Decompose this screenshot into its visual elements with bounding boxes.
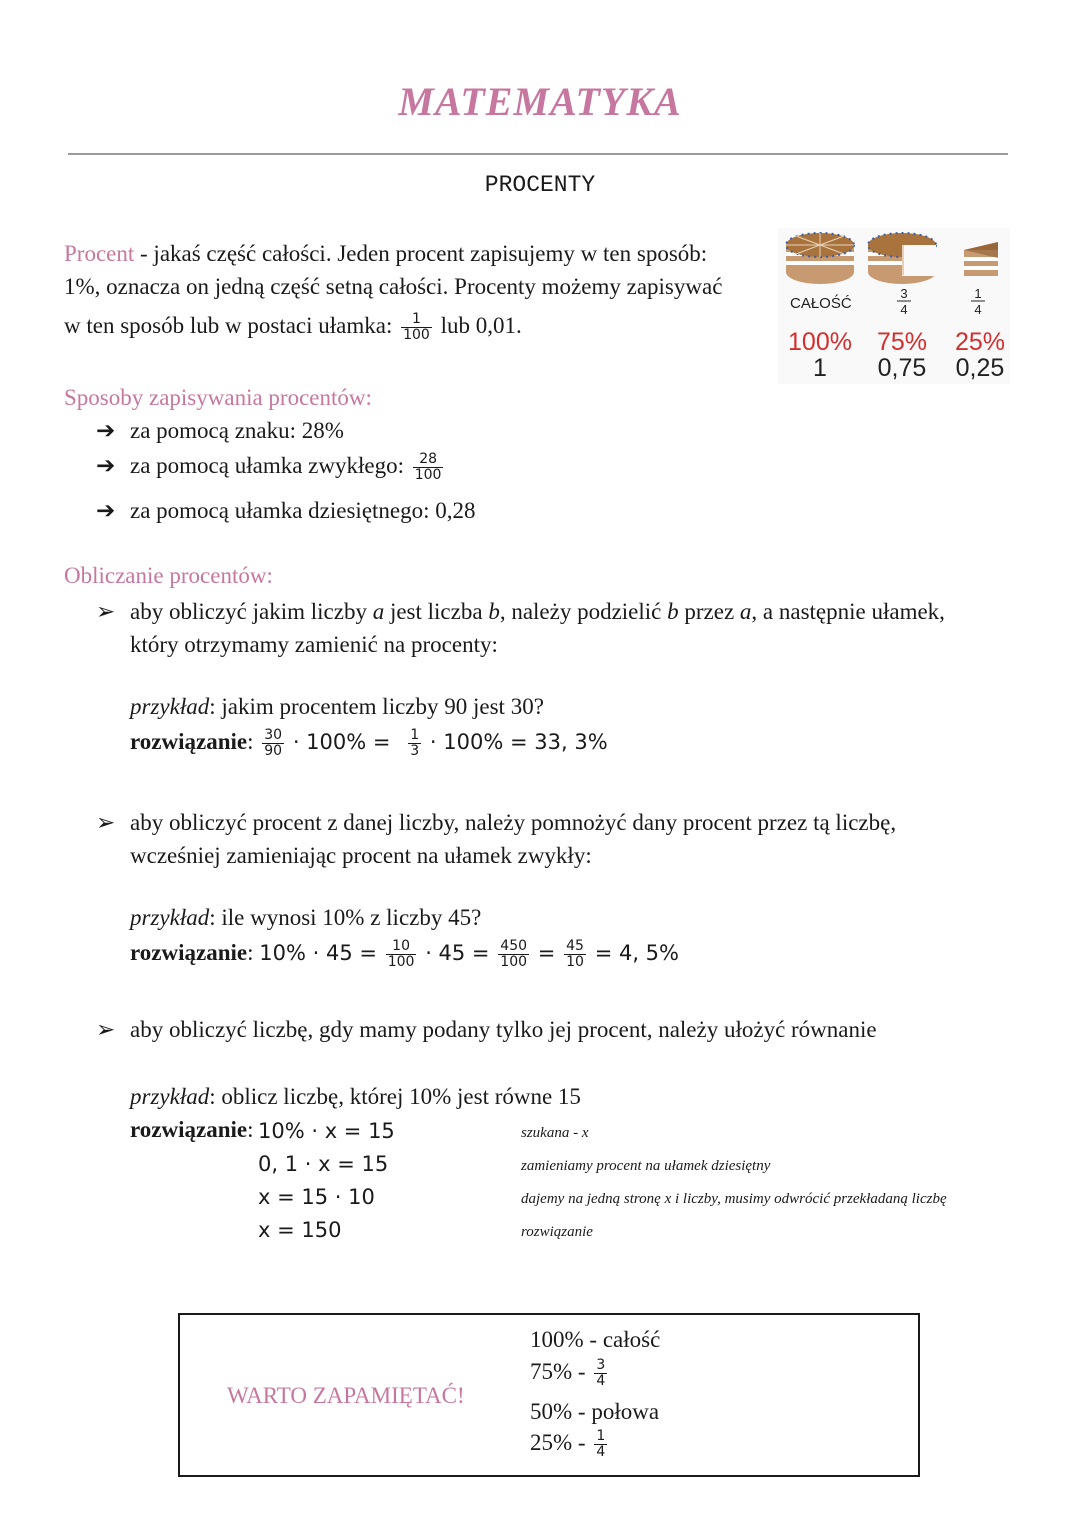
intro-term: Procent (64, 241, 135, 266)
rule3-example: przykład: oblicz liczbę, której 10% jest równe 15 (130, 1084, 581, 1109)
fraction-28-100: $\frac{28}{100}$ (414, 451, 442, 483)
label-three-num: 3 (900, 286, 908, 301)
percent-100: 100% (788, 328, 852, 356)
remember-line-1: 100% - całość (530, 1327, 661, 1352)
rule1-text: ➢ aby obliczyć jakim liczby a jest liczba b, należy podzielić b przez a, a następnie ułamek, który otrzymamy zamienić na procenty: (96, 595, 1036, 661)
label-one-num: 1 (974, 286, 982, 301)
rule2-example: przykład: ile wynosi 10% z liczby 45? (130, 905, 482, 930)
intro-line3-after: lub 0,01. (434, 313, 522, 338)
note-1: szukana - x (521, 1125, 589, 1141)
notation-item-fraction: ➔ za pomocą ułamka zwykłego: $\frac{28}{100}$ (96, 451, 442, 483)
step-1: 10% · x = 15 (258, 1119, 395, 1143)
note-2: zamieniamy procent na ułamek dziesiętny (521, 1158, 771, 1174)
calc-heading: Obliczanie procentów: (64, 563, 273, 588)
notation-item-sign: ➔ za pomocą znaku: 28% (96, 418, 344, 443)
label-whole: CAŁOŚĆ (790, 295, 852, 312)
intro-line2: 1%, oznacza on jedną część setną całości. Procenty możemy zapisywać (64, 274, 723, 299)
step-4: x = 150 (258, 1218, 342, 1242)
decimal-1: 1 (813, 354, 827, 382)
notation-heading: Sposoby zapisywania procentów: (64, 385, 372, 410)
rule3-solution-label: rozwiązanie: (130, 1117, 254, 1142)
rule2-text: ➢ aby obliczyć procent z danej liczby, należy pomnożyć dany procent przez tą liczbę, wcześniej zamieniając procent na ułamek zwykły: (96, 806, 1036, 872)
rule1-example: przykład: jakim procentem liczby 90 jest 30? (130, 694, 544, 719)
notation-item-decimal: ➔ za pomocą ułamka dziesiętnego: 0,28 (96, 498, 476, 523)
label-one-den: 4 (974, 302, 982, 317)
note-3: dajemy na jedną stronę x i liczby, musimy odwrócić przekładaną liczbę (521, 1191, 947, 1207)
cake-whole-icon (786, 233, 854, 284)
remember-title: WARTO ZAPAMIĘTAĆ! (227, 1383, 465, 1408)
remember-line-4: 25% - $\frac{1}{4}$ (530, 1428, 606, 1460)
arrow-icon: ➔ (96, 418, 116, 443)
cake-diagram (778, 228, 1010, 384)
notation-list (96, 418, 796, 538)
cake-quarter-icon (964, 242, 998, 276)
arrow-icon: ➔ (96, 452, 116, 478)
decimal-075: 0,75 (877, 354, 927, 382)
intro-fraction: $\frac{1}{100}$ (403, 311, 430, 344)
decimal-025: 0,25 (955, 354, 1005, 382)
remember-box (178, 1313, 920, 1477)
note-4: rozwiązanie (521, 1224, 593, 1240)
percent-25: 25% (954, 328, 1006, 356)
cake-three-quarter-icon (868, 233, 936, 284)
remember-line-2: 75% - $\frac{3}{4}$ (530, 1357, 606, 1389)
page-title: MATEMATYKA (398, 79, 682, 124)
rule3-steps (0, 1117, 1080, 1257)
rule1-solution: rozwiązanie: $\frac{30}{90}$ · 100% = $\frac{1}{3}$ · 100% = 33, 3% (130, 727, 608, 759)
bullet-icon: ➢ (96, 810, 116, 835)
intro-line3-before: w ten sposób lub w postaci ułamka: (64, 313, 399, 338)
intro-line1: - jakaś część całości. Jeden procent zapisujemy w ten sposób: (134, 241, 708, 266)
title-divider (68, 153, 1008, 155)
bullet-icon: ➢ (96, 1017, 116, 1042)
intro-paragraph (64, 237, 764, 343)
rule2-solution: rozwiązanie: 10% · 45 = $\frac{10}{100}$ · 45 = $\frac{450}{100}$ = $\frac{45}{10}$ = 4, 5% (130, 938, 680, 970)
percent-illustration (778, 228, 1010, 384)
section-title: PROCENTY (484, 172, 596, 198)
step-2: 0, 1 · x = 15 (258, 1152, 389, 1176)
remember-line-3: 50% - połowa (530, 1399, 660, 1424)
step-3: x = 15 · 10 (258, 1185, 375, 1209)
rule3-text: ➢ aby obliczyć liczbę, gdy mamy podany tylko jej procent, należy ułożyć równanie (96, 1017, 877, 1042)
percent-75: 75% (876, 328, 928, 356)
arrow-icon: ➔ (96, 498, 116, 523)
bullet-icon: ➢ (96, 599, 116, 624)
label-three-den: 4 (900, 302, 908, 317)
